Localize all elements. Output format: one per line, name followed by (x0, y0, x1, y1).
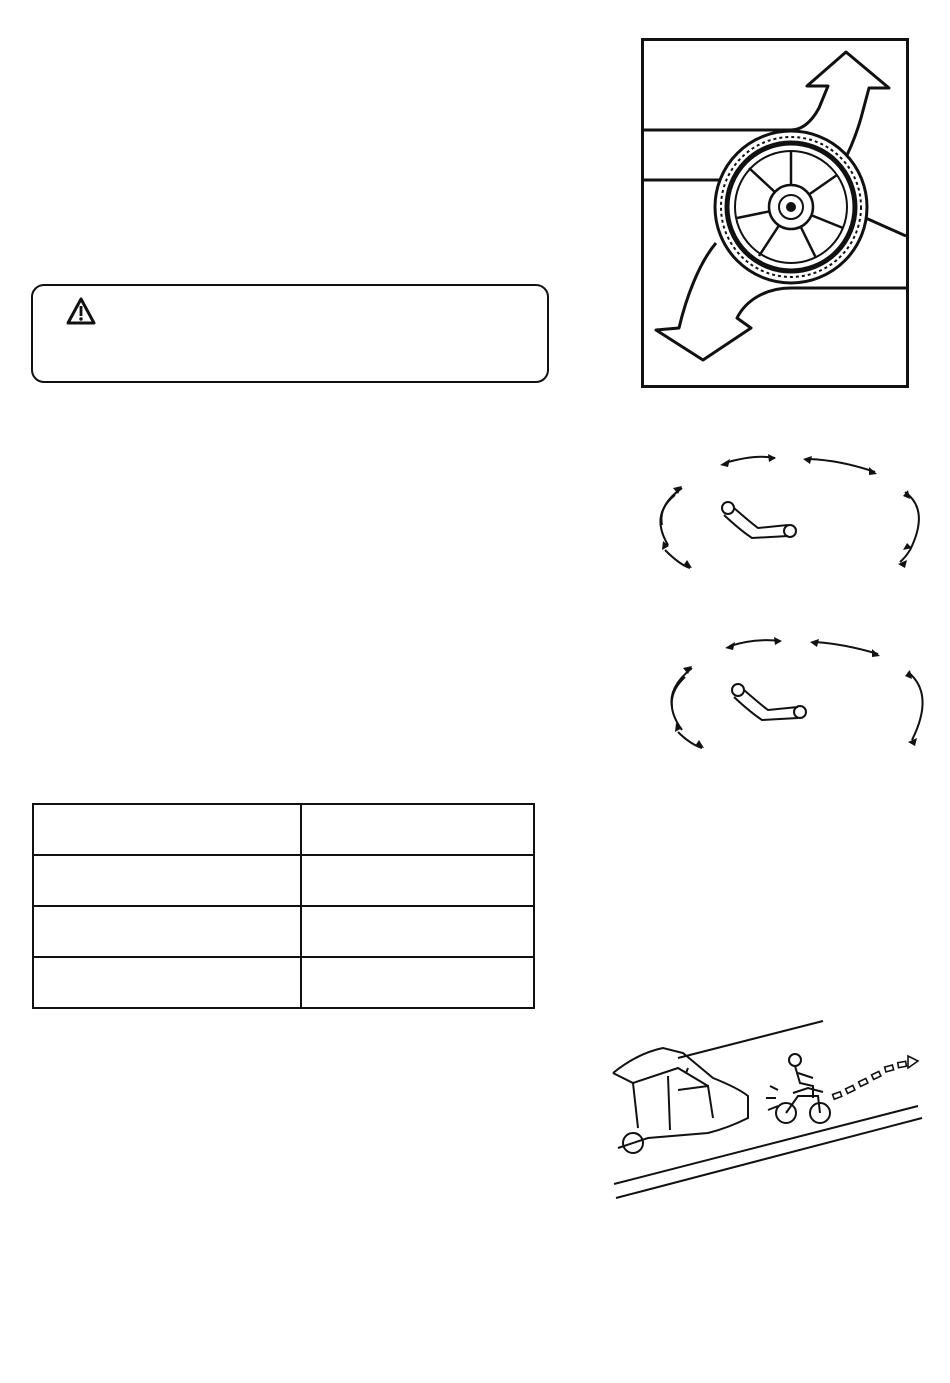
table-row (33, 957, 534, 1008)
spec-table (32, 803, 535, 1009)
table-row (33, 906, 534, 957)
wheel-figure (641, 38, 909, 388)
motorcycle-car-scene-icon (608, 1018, 926, 1204)
lever-figure-lower (650, 632, 940, 757)
table-row (33, 855, 534, 906)
lever-movement-icon (640, 450, 930, 580)
table-cell (33, 855, 301, 906)
table-cell (33, 957, 301, 1008)
table-cell (301, 957, 534, 1008)
street-scene-figure (608, 1018, 926, 1204)
wheel-rotation-icon (641, 38, 909, 388)
table-cell (301, 855, 534, 906)
warning-triangle-icon (66, 297, 96, 325)
table-cell (33, 804, 301, 855)
lever-movement-icon (650, 632, 940, 757)
table-cell (301, 804, 534, 855)
table-row (33, 804, 534, 855)
table-cell (301, 906, 534, 957)
warning-box (31, 284, 549, 383)
table-cell (33, 906, 301, 957)
lever-figure-upper (640, 450, 930, 580)
